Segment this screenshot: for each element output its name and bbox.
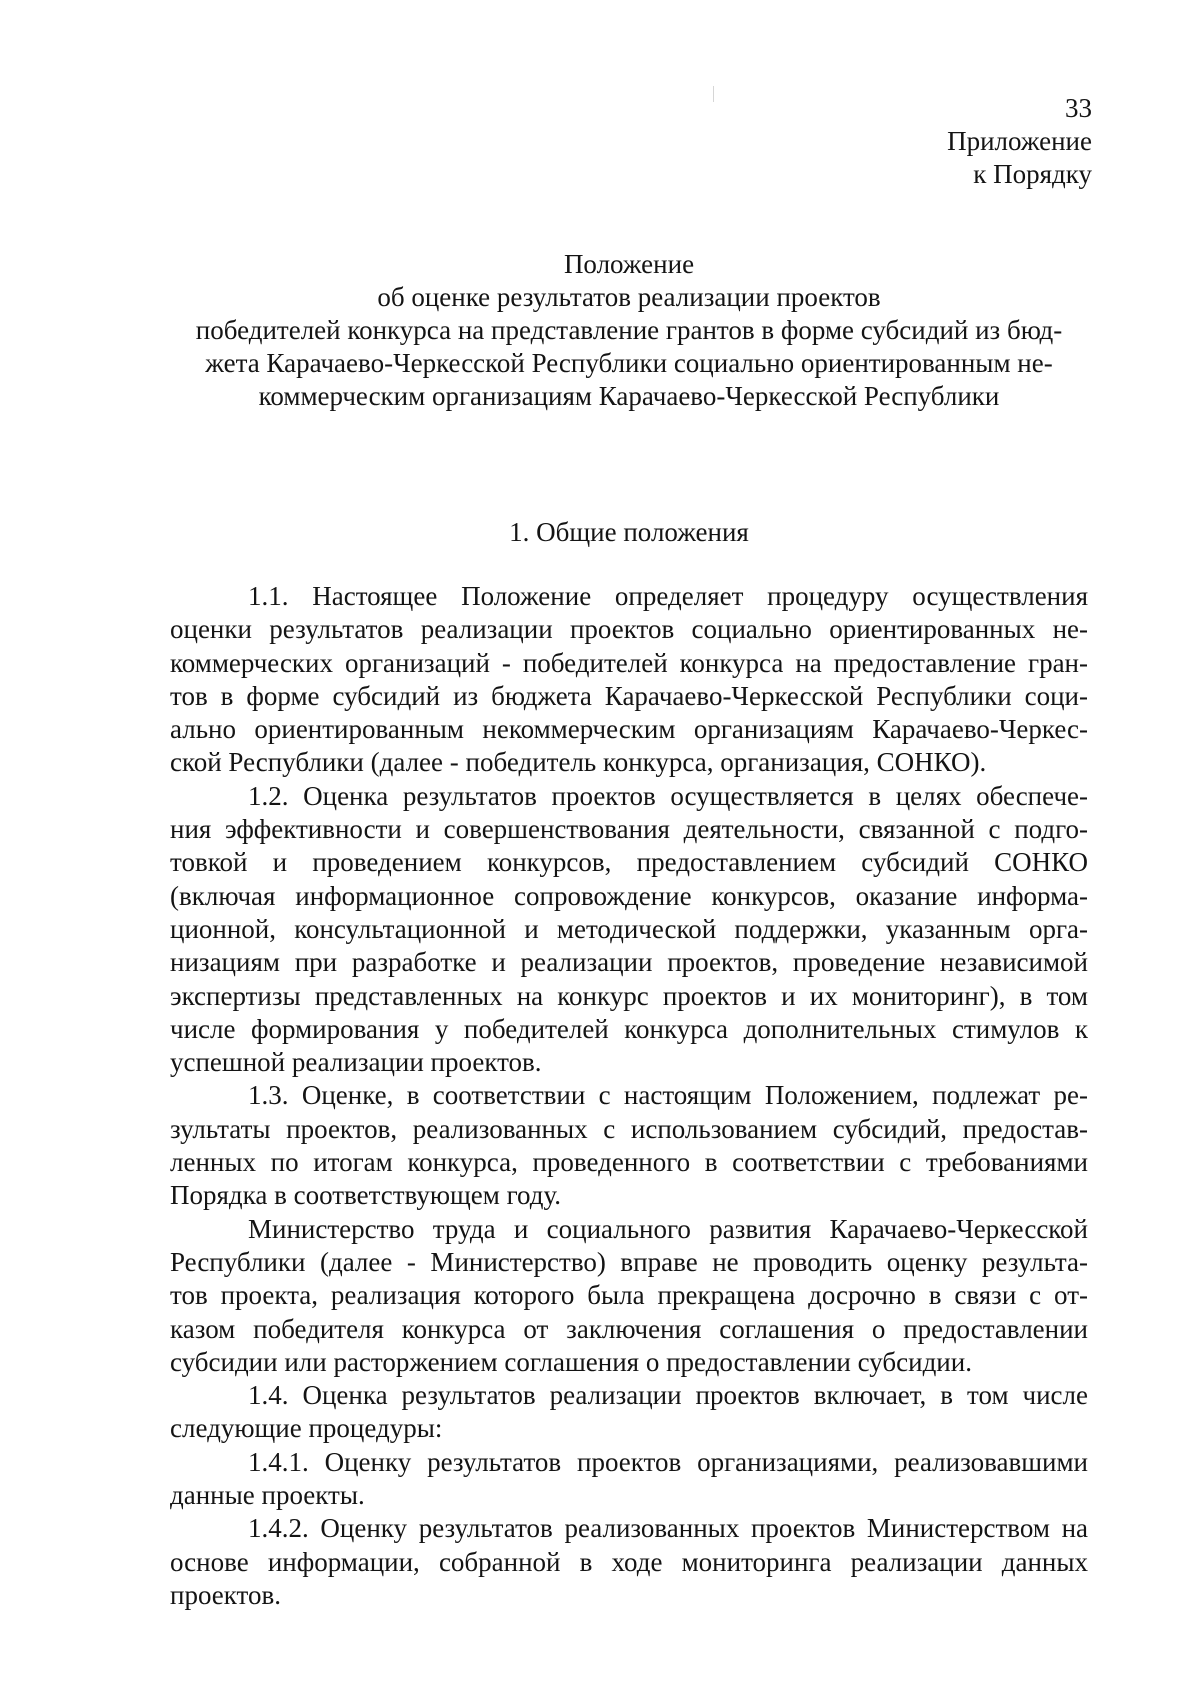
text-line: товкой и проведением конкурсов, предоставлением субсидий СОНКО	[170, 847, 1088, 878]
text-line: ленных по итогам конкурса, проведенного в соответствии с требованиями	[170, 1147, 1088, 1178]
paragraph-1-4-1	[170, 1446, 1088, 1513]
paragraph-1-4	[170, 1379, 1088, 1446]
text-line: низациям при разработке и реализации проектов, проведение независимой	[170, 947, 1088, 978]
paragraph-1-4-2	[170, 1512, 1088, 1612]
page-header	[947, 92, 1092, 191]
text-line: числе формирования у победителей конкурса дополнительных стимулов к	[170, 1013, 1088, 1044]
title-line: об оценке результатов реализации проектов	[377, 282, 881, 312]
text-line: экспертизы представленных на конкурс проектов и их мониторинг), в том	[170, 980, 1088, 1011]
text-line: Министерство труда и социального развития Карачаево-Черкесской	[248, 1213, 1088, 1244]
paragraph-1-1	[170, 580, 1088, 780]
text-line: 1.1. Настоящее Положение определяет процедуру осуществления	[248, 581, 1088, 611]
title-line: Положение	[563, 249, 695, 279]
paragraph-1-2	[170, 780, 1088, 1080]
text-line: данные проекты.	[170, 1480, 365, 1511]
text-line: ционной, консультационной и методической поддержки, указанным орга-	[170, 913, 1088, 944]
text-line: 1.4.1. Оценку результатов проектов организациями, реализовавшими	[248, 1446, 1088, 1477]
document-title	[170, 248, 1088, 413]
text-line: проектов.	[170, 1579, 281, 1610]
title-line: жета Карачаево-Черкесской Республики социально ориентированным не-	[205, 348, 1053, 378]
section-heading: 1. Общие положения	[509, 517, 749, 547]
scan-artifact	[713, 86, 714, 102]
appendix-reference: к Порядку	[973, 159, 1092, 189]
text-line: ния эффективности и совершенствования деятельности, связанной с подго-	[170, 814, 1088, 845]
title-line: победителей конкурса на представление грантов в форме субсидий из бюд-	[195, 315, 1063, 345]
appendix-label: Приложение	[947, 126, 1092, 156]
text-line: Республики (далее - Министерство) вправе не проводить оценку результа-	[170, 1246, 1088, 1277]
text-line: тов в форме субсидий из бюджета Карачаево-Черкесской Республики соци-	[170, 680, 1088, 711]
title-line: коммерческим организациям Карачаево-Черкесской Республики	[258, 381, 1000, 411]
page-number: 33	[1065, 93, 1092, 123]
text-line: ально ориентированным некоммерческим организациям Карачаево-Черкес-	[170, 714, 1088, 745]
text-line: (включая информационное сопровождение конкурсов, оказание информа-	[170, 880, 1088, 911]
text-line: следующие процедуры:	[170, 1413, 443, 1444]
text-line: ской Республики (далее - победитель конкурса, организация, СОНКО).	[170, 747, 987, 778]
paragraph-1-3	[170, 1079, 1088, 1212]
text-line: основе информации, собранной в ходе мониторинга реализации данных	[170, 1546, 1088, 1577]
text-line: 1.3. Оценке, в соответствии с настоящим Положением, подлежат ре-	[248, 1080, 1088, 1111]
text-line: оценки результатов реализации проектов социально ориентированных не-	[170, 614, 1088, 645]
text-line: тов проекта, реализация которого была прекращена досрочно в связи с от-	[170, 1280, 1088, 1311]
text-line: зультаты проектов, реализованных с использованием субсидий, предостав-	[170, 1113, 1088, 1144]
text-line: 1.2. Оценка результатов проектов осуществляется в целях обеспече-	[248, 780, 1088, 811]
text-line: 1.4.2. Оценку результатов реализованных проектов Министерством на	[248, 1513, 1088, 1544]
text-line: коммерческих организаций - победителей конкурса на предоставление гран-	[170, 647, 1088, 678]
text-line: успешной реализации проектов.	[170, 1047, 542, 1078]
body-text	[170, 580, 1088, 1612]
text-line: субсидии или расторжением соглашения о предоставлении субсидии.	[170, 1346, 972, 1377]
paragraph-ministry	[170, 1213, 1088, 1379]
text-line: 1.4. Оценка результатов реализации проектов включает, в том числе	[248, 1380, 1088, 1411]
text-line: Порядка в соответствующем году.	[170, 1180, 562, 1211]
text-line: казом победителя конкурса от заключения соглашения о предоставлении	[170, 1313, 1088, 1344]
